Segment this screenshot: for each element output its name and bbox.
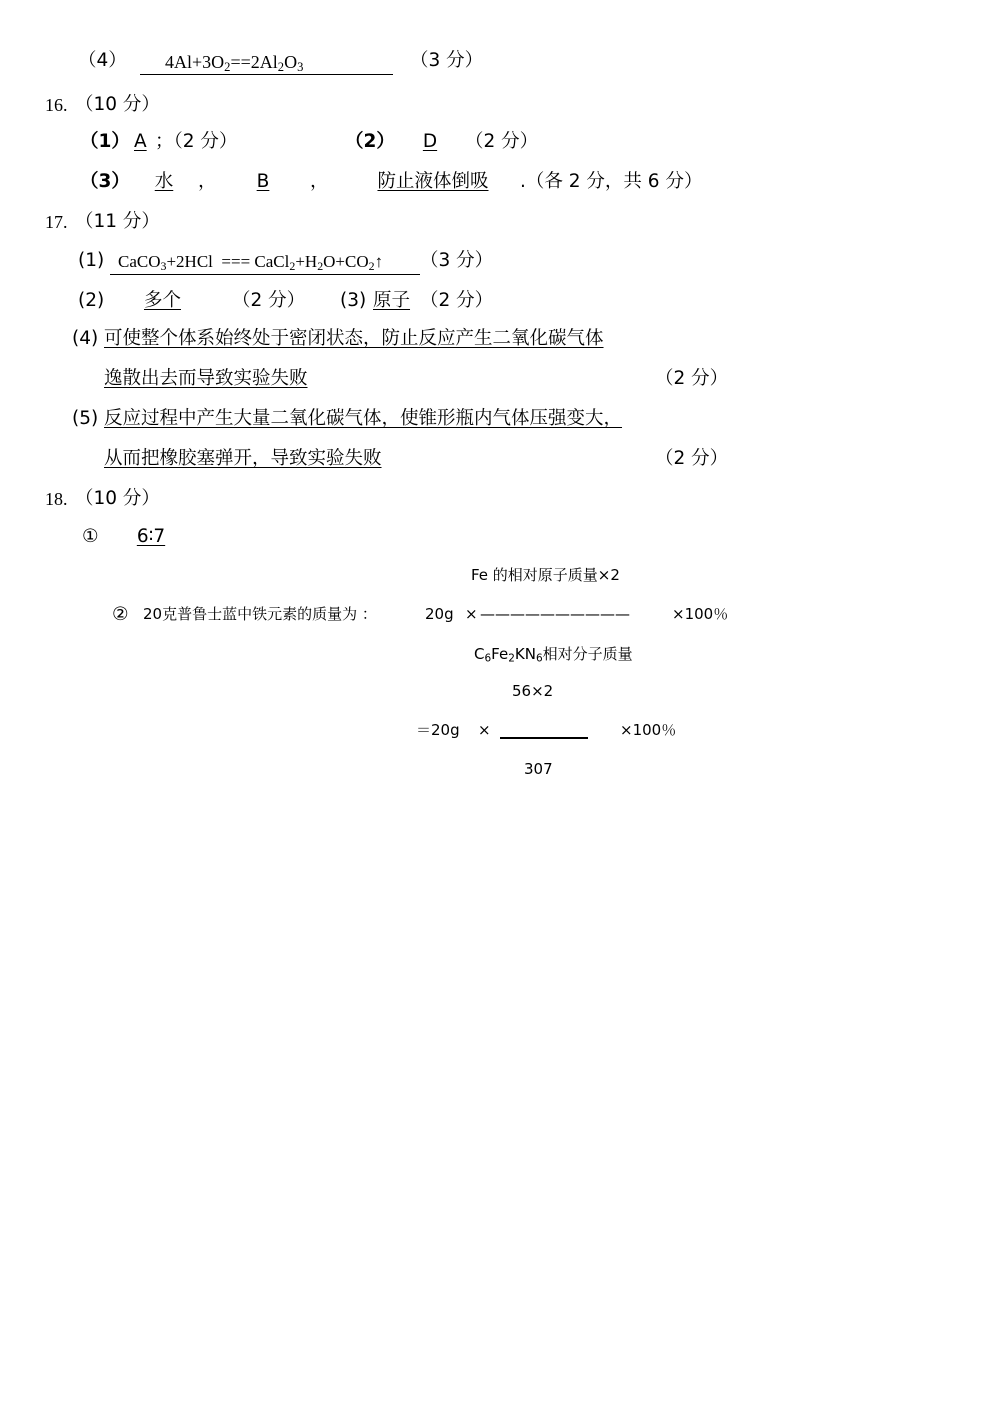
q17-part5-line2: 从而把橡胶塞弹开，导致实验失败 [104, 448, 382, 469]
q18-calc-denominator: 307 [524, 760, 553, 778]
q17-part3-answer: 原子 [373, 290, 411, 311]
q17-number: 17. [45, 212, 68, 232]
q16-part3-tail: .（各 2 分，共 6 分） [520, 171, 703, 192]
q16-part2-tail: （2 分） [465, 131, 539, 152]
q16-part3-answer-c: 防止液体倒吸 [377, 171, 489, 192]
q17-score: （11 分） [75, 211, 160, 232]
q16-part1-label: （1） [80, 131, 130, 152]
q18-item2-value: 20g [425, 605, 454, 623]
q17-part3-score: （2 分） [420, 290, 494, 311]
q17-part1-equation: CaCO$_3$+2HCl === $CaCl_2+H_2O+CO_2↑$ [118, 252, 384, 273]
q18-calc-numerator: 56×2 [512, 682, 554, 700]
q17-part2-answer: 多个 [143, 290, 181, 311]
q18-item2-marker: ② [112, 604, 129, 625]
q18-number: 18. [45, 489, 68, 509]
q16-part1-answer: A [134, 131, 147, 152]
q18-fraction-denominator-text: $C_6Fe_2KN_6$相对分子质量 [474, 645, 633, 665]
q16-part2-label: （2） [345, 131, 395, 152]
q17-part1-label: (1) [78, 250, 105, 271]
q15-item4-score: （3 分） [410, 50, 484, 71]
q18-fraction-bar-dashes: —————————— [480, 605, 630, 623]
q16-part3-comma2: ， [310, 171, 329, 192]
q16-part3-label: （3） [80, 171, 130, 192]
q15-item4-label: （4） [78, 50, 127, 71]
q16-part3-comma1: ， [198, 171, 217, 192]
q15-item4-answer-blank [140, 50, 393, 75]
q18-item1-answer: 6∶7 [136, 526, 166, 547]
q17-part3-label: (3) [340, 290, 367, 311]
q17-part4-score: （2 分） [655, 368, 729, 389]
q18-item2-percent: ×100％ [672, 605, 729, 623]
q18-fraction-numerator-text: Fe 的相对原子质量×2 [471, 566, 620, 584]
q17-part4-line2: 逸散出去而导致实验失败 [104, 368, 308, 389]
q18-item2-multiply: × [465, 605, 478, 623]
q18-calc-percent: ×100％ [620, 721, 677, 739]
q17-part5-score: （2 分） [655, 448, 729, 469]
q16-number: 16. [45, 95, 68, 115]
q17-part2-label: (2) [78, 290, 105, 311]
q18-calc-fraction-bar [500, 726, 588, 749]
q18-score: （10 分） [75, 488, 160, 509]
q17-part1-score: （3 分） [420, 250, 494, 271]
q17-part2-score: （2 分） [232, 290, 306, 311]
q16-part1-tail: ；（2 分） [155, 131, 238, 152]
q16-part3-answer-b: B [256, 171, 270, 192]
q16-score: （10 分） [75, 94, 160, 115]
q18-item2-text: 20克普鲁士蓝中铁元素的质量为 ： [143, 605, 377, 623]
q17-part5-line1: 反应过程中产生大量二氧化碳气体，使锥形瓶内气体压强变大， [104, 408, 623, 429]
q18-calc-multiply: × [478, 721, 491, 739]
q15-item4-equation: $4Al+3O_2==2Al_2O_3$ [165, 52, 304, 75]
q17-part4-line1: 可使整个体系始终处于密闭状态，防止反应产生二氧化碳气体 [104, 328, 604, 349]
q18-item1-marker: ① [82, 526, 99, 547]
q17-part1-answer-blank [110, 248, 420, 275]
q17-part5-label: (5) [72, 408, 99, 429]
q18-calc-equals: ＝20g [416, 721, 460, 739]
q17-part4-label: (4) [72, 328, 99, 349]
q16-part2-answer: D [422, 131, 438, 152]
q16-part3-answer-a: 水 [154, 171, 174, 192]
